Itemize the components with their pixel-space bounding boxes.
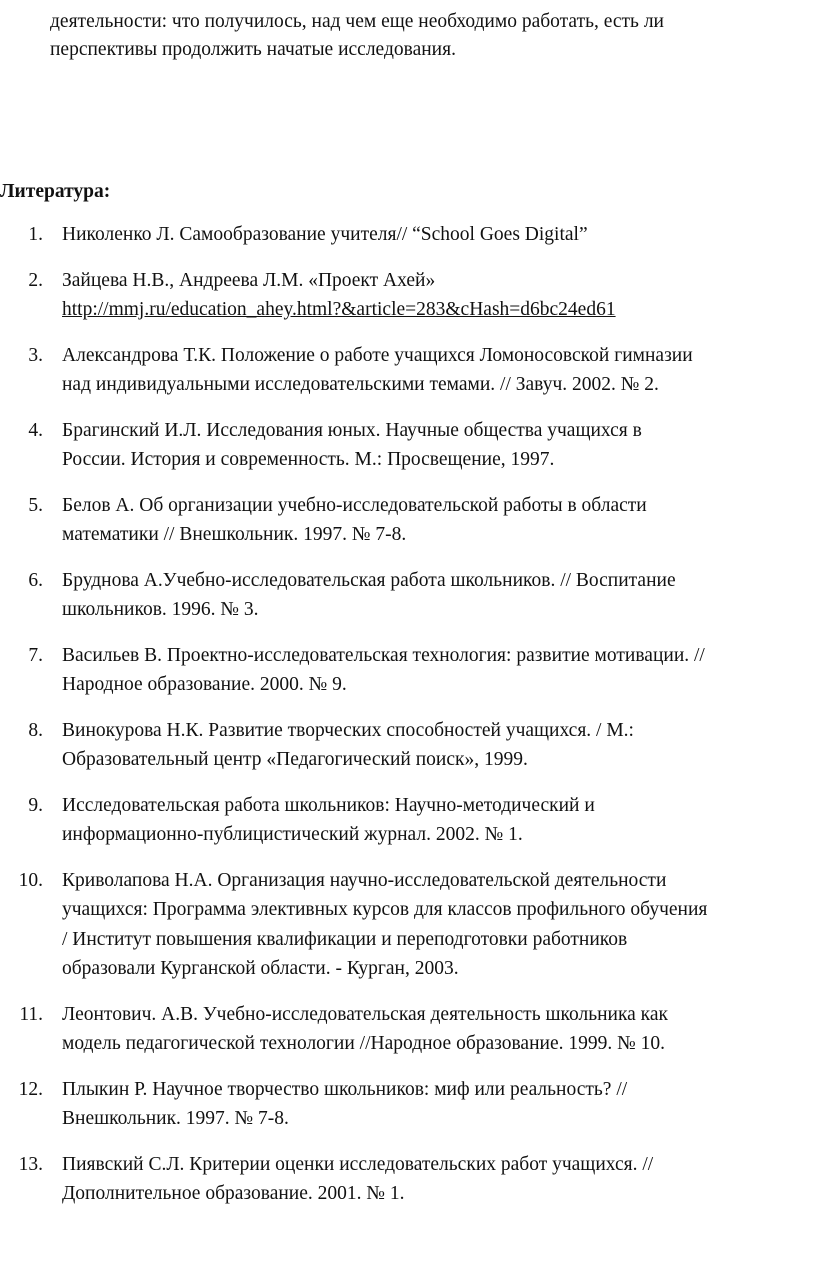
reference-text: школьников. 1996. № 3. (62, 599, 259, 620)
reference-text: Криволапова Н.А. Организация научно-исследовательской деятельности (62, 869, 667, 891)
reference-number: 6. (28, 569, 43, 591)
reference-text: Николенко Л. Самообразование учителя// “School Goes Digital” (62, 224, 588, 245)
reference-number: 3. (28, 344, 43, 366)
reference-number: 10. (18, 869, 43, 891)
reference-text: Плыкин Р. Научное творчество школьников: миф или реальность? // (62, 1078, 628, 1100)
reference-number: 4. (28, 419, 43, 441)
reference-text: Народное образование. 2000. № 9. (62, 674, 347, 695)
reference-text: Зайцева Н.В., Андреева Л.М. «Проект Ахей» (62, 269, 436, 291)
reference-text: учащихся: Программа элективных курсов для классов профильного обучения (62, 899, 708, 920)
reference-item (0, 641, 816, 700)
reference-number: 12. (18, 1078, 43, 1100)
reference-text: Исследовательская работа школьников: Научно-методический и (62, 794, 595, 816)
reference-text: Винокурова Н.К. Развитие творческих способностей учащихся. / М.: (62, 719, 634, 741)
reference-item (0, 266, 816, 325)
reference-text: модель педагогической технологии //Народное образование. 1999. № 10. (62, 1033, 665, 1054)
reference-number: 11. (19, 1003, 43, 1025)
reference-text: Александрова Т.К. Положение о работе учащихся Ломоносовской гимназии (62, 344, 693, 366)
reference-item (0, 566, 816, 625)
reference-text: Образовательный центр «Педагогический поиск», 1999. (62, 749, 528, 770)
intro-line: деятельности: что получилось, над чем еще необходимо работать, есть ли (50, 11, 664, 32)
reference-text: Белов А. Об организации учебно-исследовательской работы в области (62, 494, 647, 516)
reference-text: / Институт повышения квалификации и переподготовки работников (62, 928, 628, 950)
reference-item (0, 1000, 816, 1059)
reference-number: 9. (28, 794, 43, 816)
reference-item (0, 716, 816, 775)
reference-text: Васильев В. Проектно-исследовательская технология: развитие мотивации. // (62, 644, 705, 666)
reference-text: математики // Внешкольник. 1997. № 7-8. (62, 524, 407, 545)
reference-number: 1. (28, 224, 43, 245)
reference-number: 7. (28, 644, 43, 666)
reference-item (0, 220, 816, 250)
references-heading: Литература: (0, 181, 111, 202)
reference-text: образовали Курганской области. - Курган, 2003. (62, 958, 459, 979)
reference-text: Брагинский И.Л. Исследования юных. Научные общества учащихся в (62, 419, 642, 441)
reference-text: информационно-публицистический журнал. 2002. № 1. (62, 824, 523, 845)
reference-item (0, 866, 816, 984)
reference-text: Дополнительное образование. 2001. № 1. (62, 1183, 405, 1204)
reference-text: Пиявский С.Л. Критерии оценки исследовательских работ учащихся. // (62, 1153, 654, 1175)
reference-text: Леонтович. А.В. Учебно-исследовательская деятельность школьника как (62, 1003, 668, 1025)
reference-number: 2. (28, 269, 43, 291)
intro-paragraph (50, 8, 800, 64)
reference-number: 5. (28, 494, 43, 516)
reference-item (0, 341, 816, 400)
references-list (0, 220, 816, 1225)
reference-text: России. История и современность. М.: Просвещение, 1997. (62, 449, 555, 470)
reference-link[interactable]: http://mmj.ru/education_ahey.html?&article=283&cHash=d6bc24ed61 (62, 299, 616, 320)
intro-line: перспективы продолжить начатые исследования. (50, 39, 456, 60)
reference-text: Внешкольник. 1997. № 7-8. (62, 1108, 289, 1129)
reference-text: Бруднова А.Учебно-исследовательская работа школьников. // Воспитание (62, 569, 676, 591)
reference-item (0, 1075, 816, 1134)
reference-item (0, 491, 816, 550)
reference-item (0, 416, 816, 475)
reference-number: 8. (28, 719, 43, 741)
reference-text: над индивидуальными исследовательскими темами. // Завуч. 2002. № 2. (62, 374, 659, 395)
reference-item (0, 791, 816, 850)
reference-item (0, 1150, 816, 1209)
reference-number: 13. (18, 1153, 43, 1175)
